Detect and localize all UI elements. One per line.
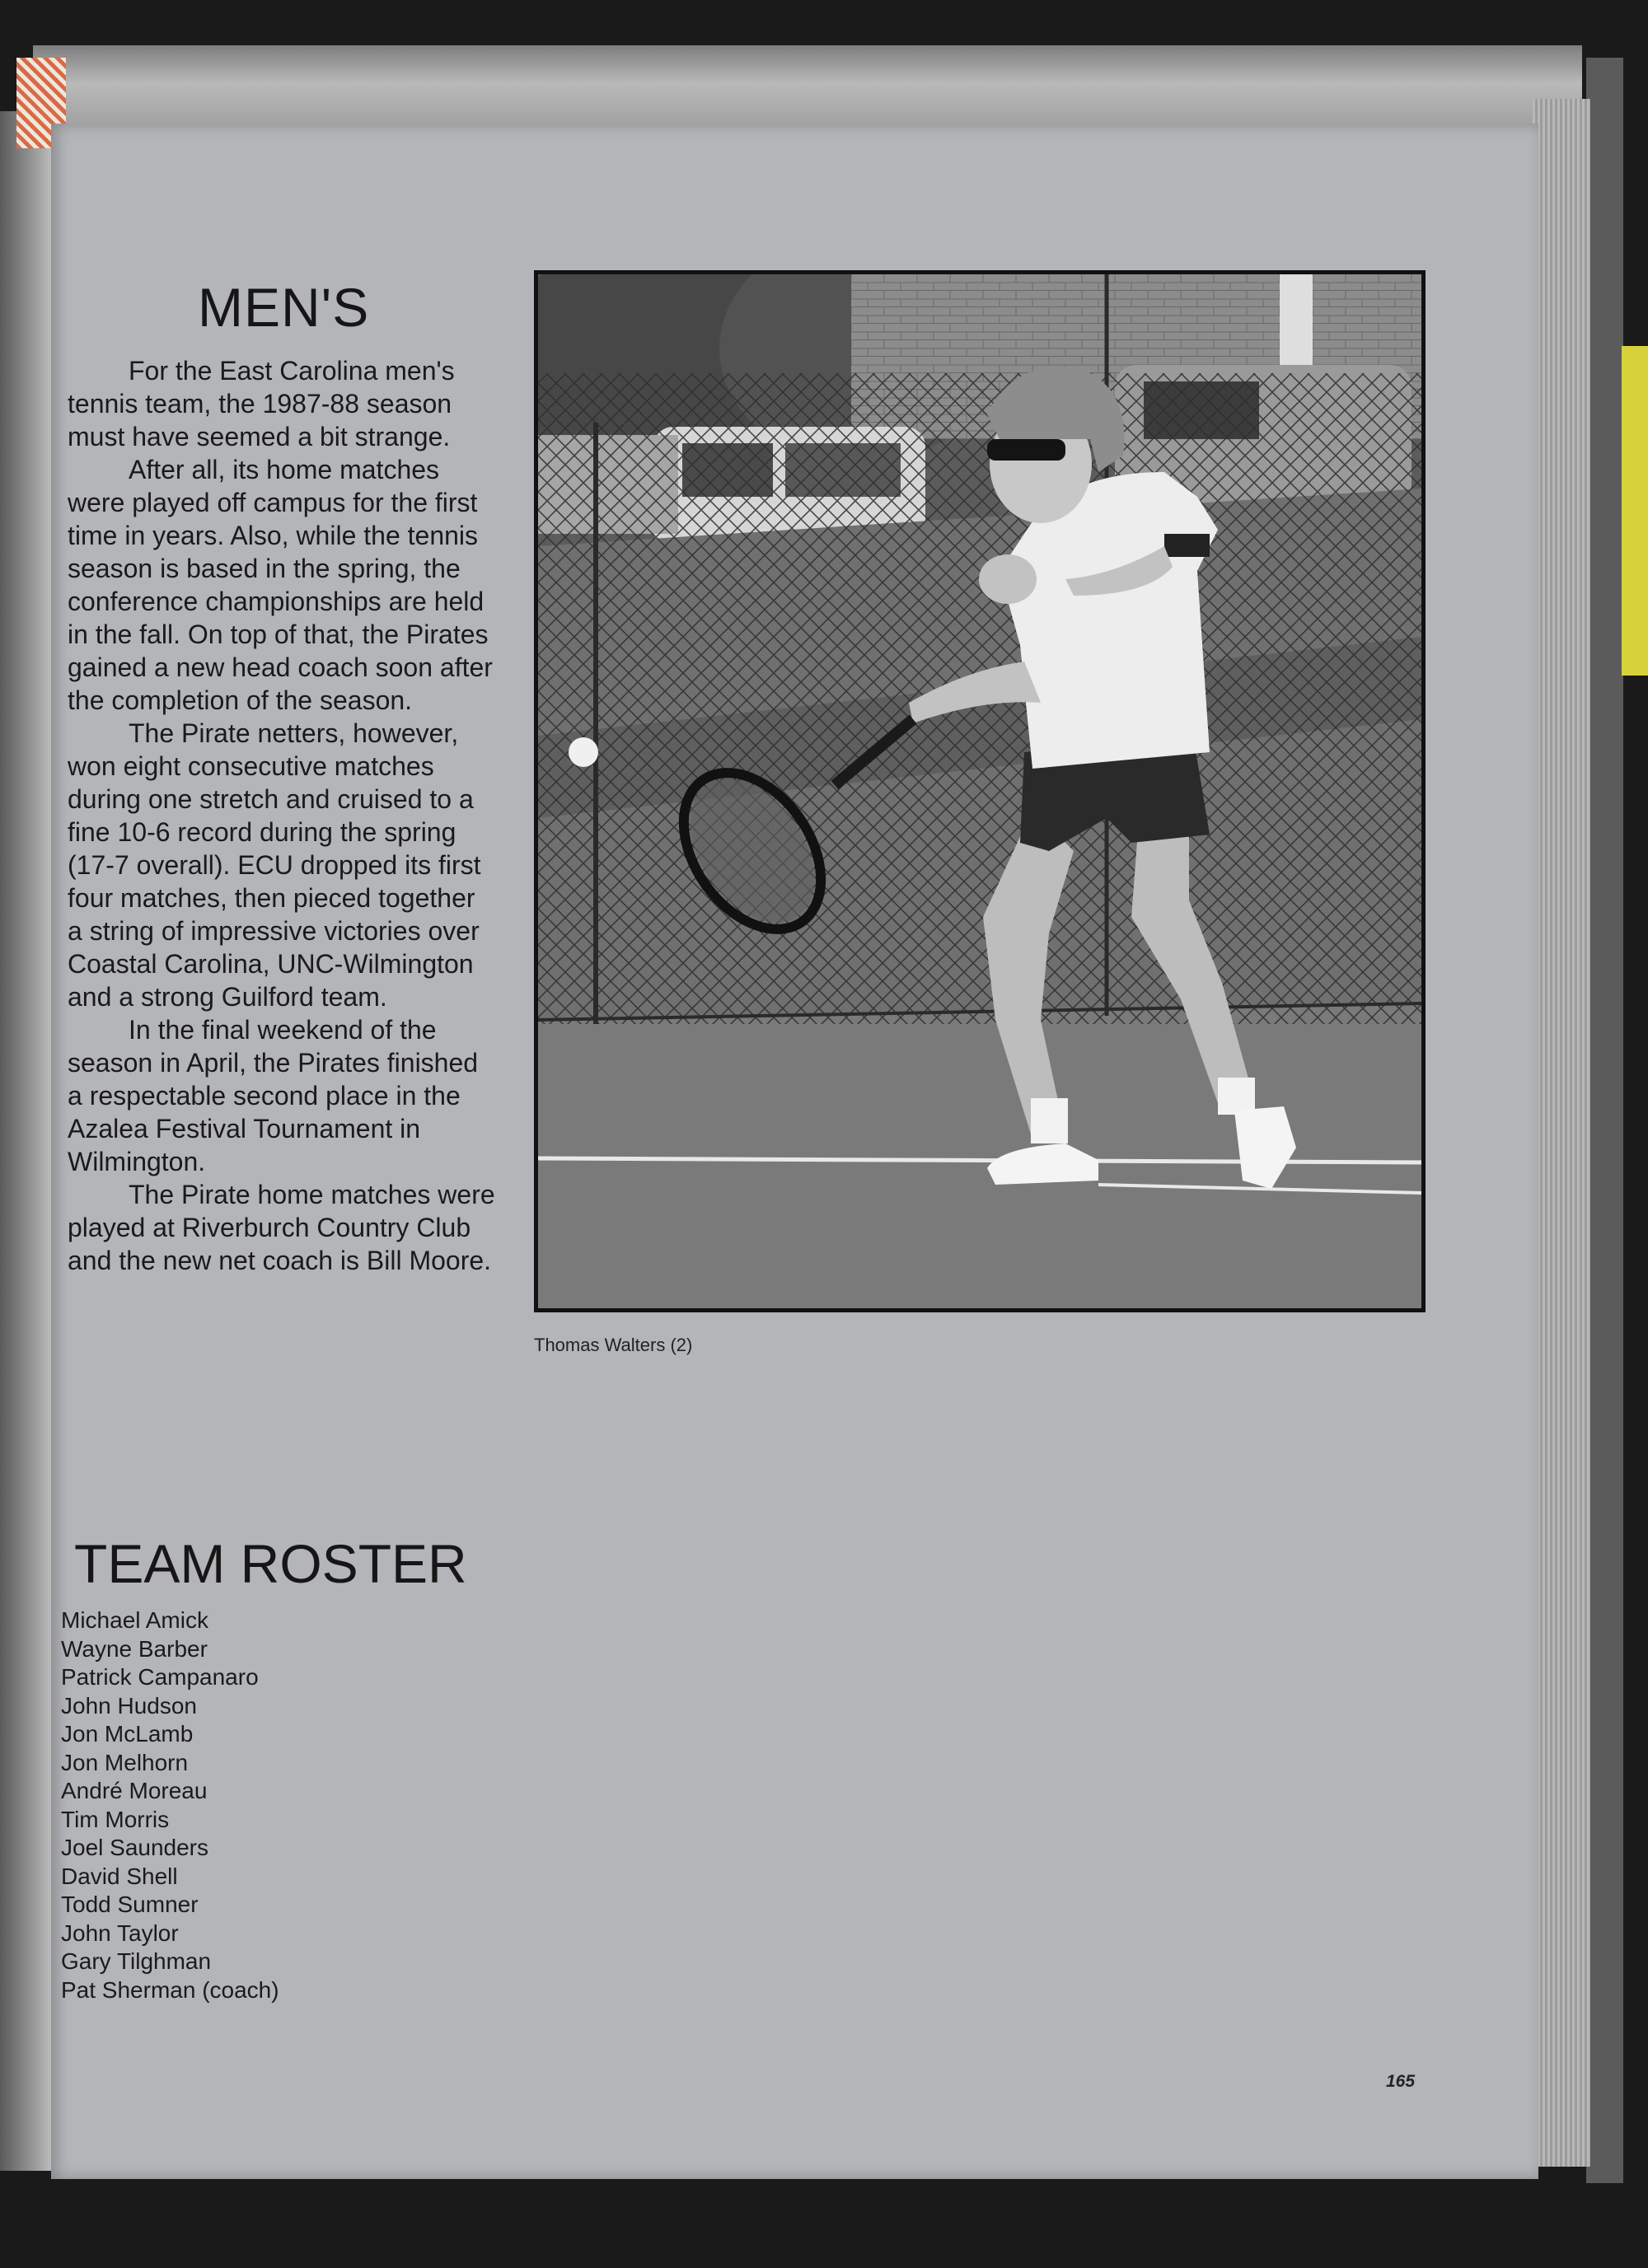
- mens-heading: MEN'S: [198, 277, 370, 338]
- article-paragraph: In the final weekend of the season in April, the Pirates finished a respectable second place in the Azalea Festival Tournament in Wilmington.: [68, 1015, 479, 1176]
- photo-illustration: [538, 274, 1421, 1308]
- roster-item: Michael Amick: [61, 1607, 208, 1633]
- roster-item: Joel Saunders: [61, 1835, 209, 1860]
- left-page-curl: [0, 111, 58, 2171]
- tennis-player-photo: [534, 270, 1426, 1312]
- roster-item: Wayne Barber: [61, 1635, 208, 1662]
- roster-item: John Hudson: [61, 1692, 198, 1719]
- roster-item: Pat Sherman (coach): [61, 1976, 279, 2003]
- roster-item: Tim Morris: [61, 1806, 170, 1832]
- article-paragraph: The Pirate home matches were played at Riverburch Country Club and the new net coach is Bill Moore.: [68, 1180, 495, 1275]
- roster-heading: TEAM ROSTER: [74, 1533, 467, 1594]
- roster-item: Patrick Campanaro: [61, 1664, 259, 1690]
- page-number: 165: [1386, 2072, 1416, 2091]
- roster-item: Todd Sumner: [61, 1892, 199, 1917]
- yellow-tab: [1622, 346, 1648, 676]
- book-cover-edge: [1586, 58, 1623, 2183]
- article-body: [68, 354, 496, 1277]
- roster-item: John Taylor: [61, 1920, 179, 1946]
- photo-caption: Thomas Walters (2): [534, 1335, 693, 1355]
- article-paragraph: The Pirate netters, however, won eight consecutive matches during one stretch and cruised to a fine 10-6 record during the spring (17-7 overall). ECU dropped its first four matches, then pieced together a string of impressive victories over Coastal Carolina, UNC-Wilmington and a strong Guilford team.: [68, 718, 481, 1012]
- article-paragraph: For the East Carolina men's tennis team, the 1987-88 season must have seemed a bit strange.: [68, 356, 455, 451]
- roster-item: Jon Melhorn: [61, 1749, 189, 1775]
- roster-item: André Moreau: [61, 1778, 208, 1803]
- article-paragraph: After all, its home matches were played off campus for the first time in years. Also, while the tennis season is based in the spring, the conference championships are held in the fall. On top of that, the Pirates gained a new head coach soon after the completion of the season.: [68, 455, 493, 715]
- roster-item: Gary Tilghman: [61, 1948, 212, 1974]
- roster-item: David Shell: [61, 1863, 178, 1889]
- page-stack-edge: [1533, 99, 1590, 2167]
- roster-item: Jon McLamb: [61, 1721, 194, 1747]
- team-roster-list: [61, 1606, 391, 2004]
